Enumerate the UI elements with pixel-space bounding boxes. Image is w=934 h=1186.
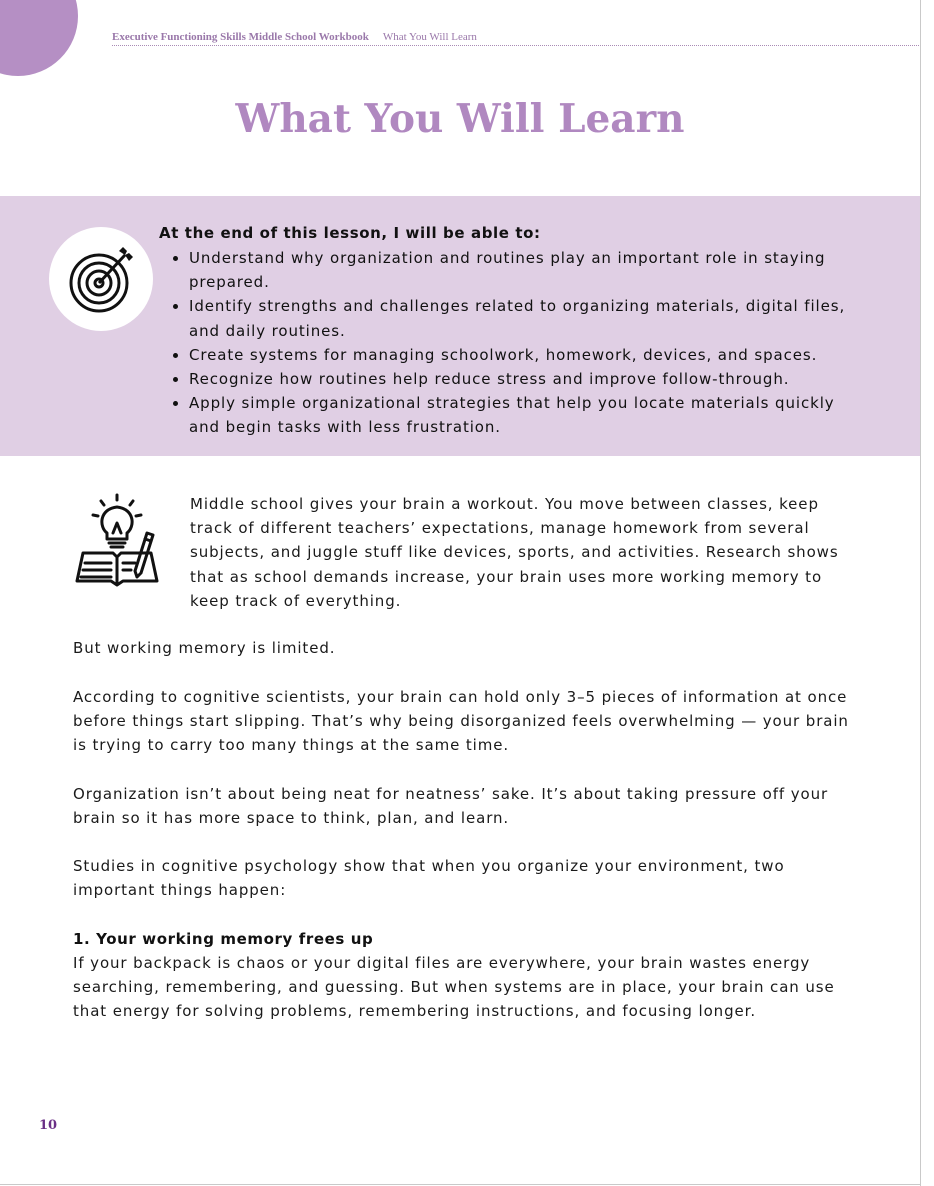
intro-paragraph: Middle school gives your brain a workout. You move between classes, keep track of different teachers’ expectations, manage homework from several subjects, and juggle stuff like devices, sports, and activities. Research shows that as school demands increase, your brain uses more working memory to keep track of everything. <box>190 495 839 610</box>
page-bottom-border <box>0 1184 921 1185</box>
objectives-heading: At the end of this lesson, I will be able to: <box>159 224 541 242</box>
header-section-title: What You Will Learn <box>382 31 477 43</box>
objective-item: • Identify strengths and challenges related to organizing materials, digital files, and daily routines. <box>189 294 869 342</box>
cognitive-scientists-paragraph: According to cognitive scientists, your brain can hold only 3–5 pieces of information at once before things start slipping. That’s why being disorganized feels overwhelming — your brain is trying to carry too many things at the same time. <box>73 688 849 755</box>
objective-item: • Apply simple organizational strategies that help you locate materials quickly and begin tasks with less frustration. <box>189 391 869 439</box>
objective-item: • Recognize how routines help reduce stress and improve follow-through. <box>189 367 869 391</box>
page-right-border <box>920 0 921 1186</box>
decorative-corner-circle <box>0 0 78 76</box>
organization-paragraph: Organization isn’t about being neat for neatness’ sake. It’s about taking pressure off your brain so it has more space to think, plan, and learn. <box>73 785 829 828</box>
point-1-heading: 1. Your working memory frees up <box>73 930 374 948</box>
target-icon <box>69 245 135 313</box>
point-1-paragraph: If your backpack is chaos or your digital files are everywhere, your brain wastes energy searching, remembering, and guessing. But when systems are in place, your brain can use that energy for solving problems, remembering instructions, and focusing longer. <box>73 954 835 1021</box>
page-title: What You Will Learn <box>235 96 685 142</box>
objective-item: • Understand why organization and routines play an important role in staying prepared. <box>189 246 869 294</box>
target-badge <box>49 227 153 331</box>
header-book-title: Executive Functioning Skills Middle School Workbook <box>112 31 369 43</box>
page-number: 10 <box>39 1118 58 1133</box>
lightbulb-book-icon <box>71 493 163 587</box>
objectives-list <box>160 246 869 440</box>
studies-paragraph: Studies in cognitive psychology show that when you organize your environment, two important things happen: <box>73 857 785 900</box>
objective-item: • Create systems for managing schoolwork, homework, devices, and spaces. <box>189 343 869 367</box>
working-memory-limited-paragraph: But working memory is limited. <box>73 639 336 657</box>
running-header <box>112 30 919 46</box>
